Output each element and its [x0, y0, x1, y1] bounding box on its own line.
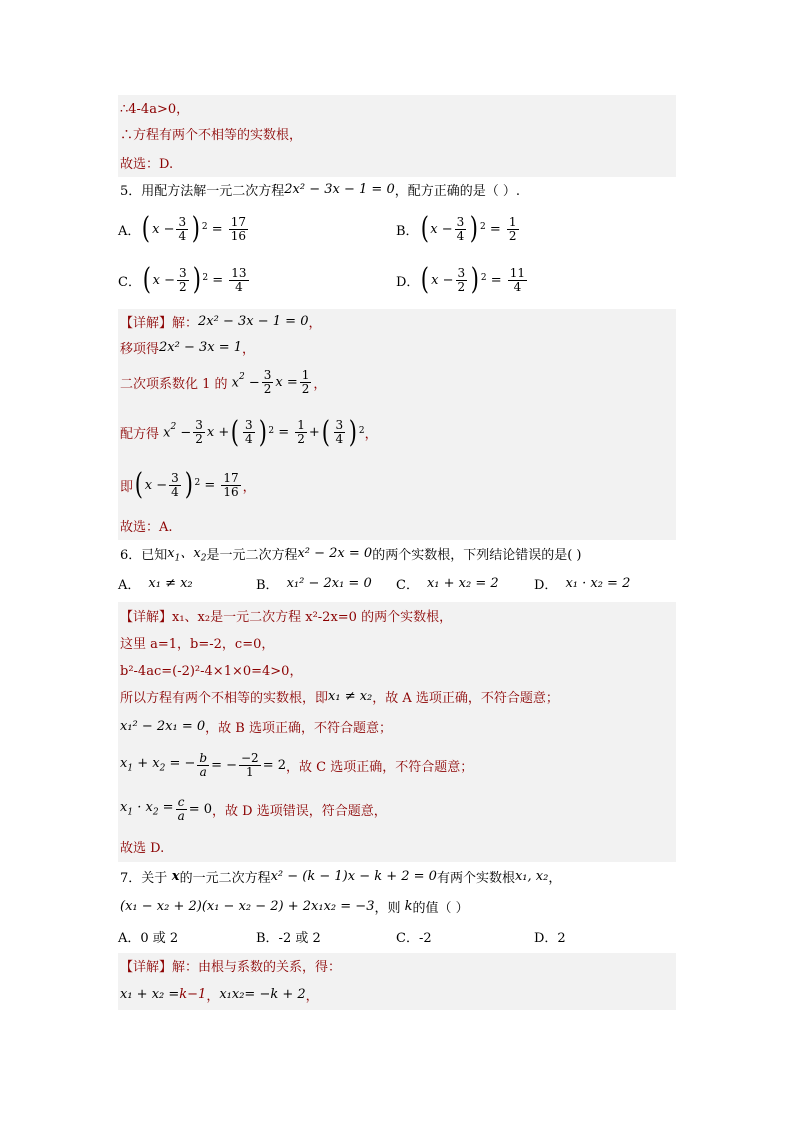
q6-stem-text: 是一元二次方程 [206, 547, 298, 563]
solution-text: ， [308, 316, 322, 331]
prev-solution-line-3 [118, 147, 676, 177]
q6-stem-equation: x² − 2x = 0 [297, 545, 373, 561]
q7-stem-equation: x² − (k − 1)x − k + 2 = 0 [270, 868, 437, 884]
paren-right: ) [191, 211, 201, 246]
frac-den: 16 [230, 228, 247, 243]
q7-stem-line-2: (x₁ − x₂ + 2)(x₁ − x₂ − 2) + 2x₁x₂ = −3 ，则 k 的值（ ） [120, 898, 469, 916]
prev-solution-text: ∴方程有两个不相等的实数根， [120, 128, 303, 143]
paren-left: ( [142, 211, 151, 246]
solution-text: ，故 D 选项错误，符合题意， [212, 803, 387, 819]
q7-stem-text: ， [548, 870, 562, 886]
solution-text: 这里 a=1，b=-2，c=0， [120, 637, 275, 652]
option-label: C．-2 [396, 930, 432, 946]
q7-option-c [396, 925, 432, 947]
frac-den: 4 [456, 228, 465, 243]
solution-text: 解： [172, 316, 199, 331]
option-expression: x₁ ≠ x₂ [148, 575, 193, 591]
solution-expression: x₁x₂= −k + 2 [219, 986, 306, 1002]
solution-text: ， [206, 988, 220, 1004]
q6-solution-line-5 [118, 710, 676, 742]
q7-stem-condition: (x₁ − x₂ + 2)(x₁ − x₂ − 2) + 2x₁x₂ = −3 [120, 898, 375, 914]
option-label: B． [256, 577, 279, 593]
prev-solution-line-2 [118, 120, 676, 147]
frac-den: 4 [178, 228, 187, 243]
q7-option-d [534, 925, 566, 947]
option-label: D． [396, 274, 420, 290]
frac-num: 17 [230, 214, 247, 229]
q6-option-b [256, 572, 372, 594]
solution-text: ， [242, 479, 256, 495]
solution-expression: x₁ + x₂ = [120, 986, 180, 1002]
q5-stem-equation: 2x² − 3x − 1 = 0 [284, 181, 395, 197]
q6-stem-text: 6．已知 [120, 547, 168, 563]
option-expression: x₁ · x₂ = 2 [565, 575, 631, 591]
solution-text: x₁、x₂是一元二次方程 x²-2x=0 的两个实数根， [172, 610, 453, 625]
q6-solution-line-3 [118, 656, 676, 683]
frac-den: 2 [508, 228, 517, 243]
solution-text: ，故 A 选项正确，不符合题意； [372, 691, 559, 706]
option-label: C． [396, 577, 419, 593]
frac-num: 1 [508, 214, 517, 229]
q7-solution-line-2 [118, 978, 676, 1010]
frac-den: 4 [235, 279, 243, 294]
solution-text: ，故 C 选项正确，不符合题意； [285, 759, 474, 775]
frac-num: 3 [179, 265, 187, 280]
q5-option-d: D． ( x − $\frac{3}{2}$ ) 2 = $\frac{11}{4}$ [396, 262, 526, 297]
option-label: D．2 [534, 930, 566, 946]
frac-den: 2 [457, 279, 466, 294]
solution-text: ，故 B 选项正确，不符合题意； [205, 720, 392, 736]
q7-stem-text: 的一元二次方程 [179, 870, 271, 886]
solution-expression: x₁² − 2x₁ = 0 [120, 718, 206, 734]
q5-solution-line-1 [118, 309, 676, 334]
q6-option-a [118, 572, 193, 594]
frac-den: 4 [513, 279, 522, 294]
solution-text: 二次项系数化 1 的 [120, 377, 228, 392]
solution-text: ， [305, 988, 319, 1004]
paren-left: ( [421, 262, 430, 297]
q7-stem-text: 7．关于 [120, 870, 168, 886]
paren-left: ( [420, 211, 429, 246]
q7-stem-text: ，则 [374, 900, 401, 916]
prev-solution-line-1 [118, 95, 676, 120]
q6-solution-line-6: $x_1 + x_2$ = − $\frac{b}{a}$ = − $\frac{-2}{1}$ = 2 ，故 C 选项正确，不符合题意； [118, 742, 676, 788]
solution-text: ， [242, 341, 256, 357]
q6-solution-line-1 [118, 602, 676, 629]
option-expression: x₁ + x₂ = 2 [426, 575, 499, 591]
paren-right: ) [470, 262, 480, 297]
q5-option-c: C． ( x − $\frac{3}{2}$ ) 2 = $\frac{13}{4}$ [118, 262, 247, 297]
q7-stem-text: 有两个实数根 [436, 870, 515, 886]
q5-stem [118, 178, 676, 200]
frac-num: 13 [231, 265, 247, 280]
frac-num: 11 [509, 265, 526, 280]
paren-right: ) [192, 262, 201, 297]
solution-text: 配方得 [120, 427, 160, 442]
option-label: B．-2 或 2 [256, 930, 321, 946]
solution-text: 故选：A. [120, 519, 173, 535]
q6-solution-line-2 [118, 629, 676, 656]
option-expression: x₁² − 2x₁ = 0 [286, 575, 372, 591]
q7-solution-line-1 [118, 953, 676, 978]
q7-option-a [118, 925, 178, 947]
detail-tag: 【详解】 [120, 960, 173, 975]
q5-solution-line-6 [118, 510, 676, 540]
solution-text: ， [313, 377, 327, 392]
detail-tag: 【详解】 [120, 610, 173, 625]
q6-solution-line-8 [118, 830, 676, 862]
q5-solution-line-5: 即 ( x − $\frac{3}{4}$ ) 2 = $\frac{17}{16}$ ， [118, 460, 676, 510]
paren-right: ) [470, 211, 479, 246]
solution-equation: 2x² − 3x − 1 = 0 [198, 314, 309, 329]
option-label: B． [396, 223, 419, 239]
q7-stem-roots: x₁, x₂ [514, 868, 549, 884]
solution-text: 所以方程有两个不相等的实数根，即 [120, 691, 329, 706]
q5-option-a: A． ( x − $\frac{3}{4}$ ) 2 = $\frac{17}{16}$ [118, 211, 247, 246]
q7-option-b [256, 925, 321, 947]
q5-solution-line-3: 二次项系数化 1 的 $x^2$ − $\frac{3}{2}$ x = $\frac{1}{2}$ ， [118, 360, 676, 405]
prev-solution-text: ∴4-4a>0， [120, 102, 190, 117]
solution-text: 移项得 [120, 341, 160, 357]
q7-stem-end: 的值（ ） [412, 900, 469, 916]
option-label: A． [118, 577, 141, 593]
q6-option-c [396, 572, 499, 594]
solution-text: 故选 D. [120, 840, 165, 856]
frac-num: 3 [456, 214, 465, 229]
frac-num: 3 [457, 265, 466, 280]
q6-solution-line-4 [118, 683, 676, 710]
detail-tag: 【详解】 [120, 316, 173, 331]
q5-option-b: B． ( x − $\frac{3}{4}$ ) 2 = $\frac{1}{2}$ [396, 211, 517, 246]
solution-text: 即 [120, 479, 134, 495]
option-label: A．0 或 2 [118, 930, 179, 946]
frac-den: 2 [179, 279, 187, 294]
frac-num: 3 [178, 214, 187, 229]
option-label: A． [118, 223, 141, 239]
solution-text: ， [364, 427, 378, 442]
q6-solution-line-7: $x_1 \cdot x_2$ = $\frac{c}{a}$ = 0 ，故 D 选项错误，符合题意， [118, 788, 676, 830]
option-label: C． [118, 274, 141, 290]
solution-expression: k−1 [179, 986, 207, 1002]
q5-solution-line-2 [118, 334, 676, 360]
option-label: D． [534, 577, 558, 593]
solution-expression: x₁ ≠ x₂ [328, 689, 373, 704]
q5-solution-line-4: 配方得 $x^2$ − $\frac{3}{2}$ x + ( $\frac{3}{4}$ ) 2 = $\frac{1}{2}$ + ( $\frac{3}{4}$ ) 2 ， [118, 405, 676, 460]
solution-text: 解：由根与系数的关系，得： [172, 960, 342, 975]
q7-stem-line-1: 7．关于 x 的一元二次方程 x² − (k − 1)x − k + 2 = 0 有两个实数根 x₁, x₂ ， [120, 868, 562, 886]
q5-stem-end: ，配方正确的是（ ）. [394, 183, 520, 199]
q5-stem-text: 5．用配方法解一元二次方程 [120, 183, 285, 199]
solution-equation: 2x² − 3x = 1 [159, 339, 243, 355]
q6-stem-end: 的两个实数根，下列结论错误的是( ) [372, 547, 582, 563]
q6-stem: 6．已知 $x_1$、$x_2$ 是一元二次方程 x² − 2x = 0 的两个实数根，下列结论错误的是( ) [120, 545, 582, 564]
q6-option-d [534, 572, 630, 594]
prev-solution-text: 故选：D. [120, 156, 174, 172]
paren-left: ( [142, 262, 151, 297]
solution-text: b²-4ac=(-2)²-4×1×0=4>0， [120, 664, 303, 679]
